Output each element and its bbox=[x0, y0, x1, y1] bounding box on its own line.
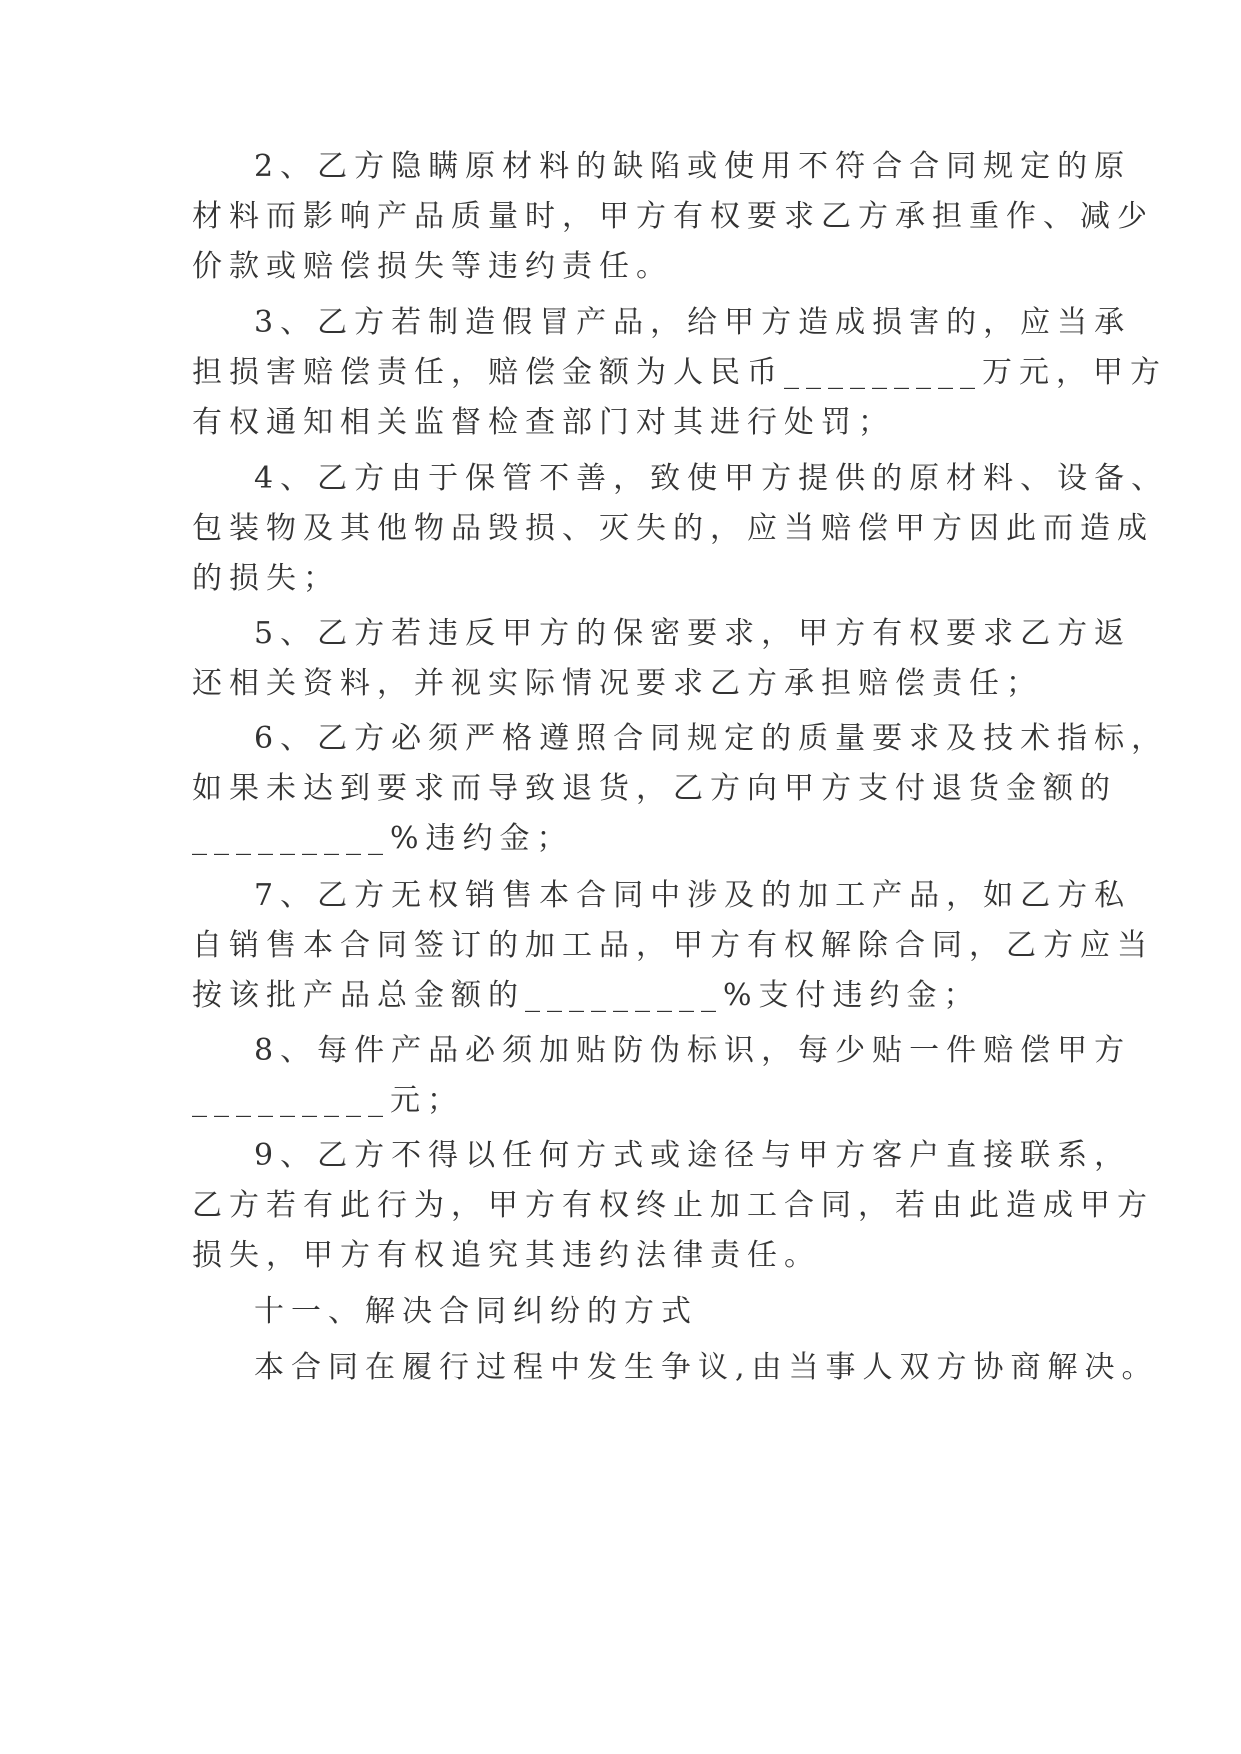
text-line: 损失，甲方有权追究其违约法律责任。 bbox=[192, 1238, 821, 1273]
text-line: 乙方若有此行为，甲方有权终止加工合同，若由此造成甲方 bbox=[192, 1188, 1154, 1223]
text-line: 自销售本合同签订的加工品，甲方有权解除合同，乙方应当 bbox=[192, 928, 1154, 963]
text-line: 的损失； bbox=[192, 561, 340, 596]
text-line: 本合同在履行过程中发生争议,由当事人双方协商解决。 bbox=[254, 1350, 1159, 1385]
text-line: 担损害赔偿责任，赔偿金额为人民币_________万元，甲方 bbox=[192, 355, 1167, 390]
text-line: 5、乙方若违反甲方的保密要求，甲方有权要求乙方返 bbox=[254, 616, 1132, 651]
text-line: 6、乙方必须严格遵照合同规定的质量要求及技术指标， bbox=[254, 721, 1169, 756]
text-line: 材料而影响产品质量时，甲方有权要求乙方承担重作、减少 bbox=[192, 199, 1154, 234]
text-line: 2、乙方隐瞒原材料的缺陷或使用不符合合同规定的原 bbox=[254, 149, 1132, 184]
text-line: 9、乙方不得以任何方式或途径与甲方客户直接联系， bbox=[254, 1138, 1132, 1173]
section-heading: 十一、解决合同纠纷的方式 bbox=[254, 1294, 698, 1329]
text-line: 7、乙方无权销售本合同中涉及的加工产品，如乙方私 bbox=[254, 878, 1132, 913]
text-line: 价款或赔偿损失等违约责任。 bbox=[192, 249, 673, 284]
text-line: 3、乙方若制造假冒产品，给甲方造成损害的，应当承 bbox=[254, 305, 1132, 340]
text-line: 4、乙方由于保管不善，致使甲方提供的原材料、设备、 bbox=[254, 461, 1169, 496]
text-line: _________%违约金； bbox=[192, 821, 574, 856]
text-line: _________元； bbox=[192, 1083, 464, 1118]
text-line: 有权通知相关监督检查部门对其进行处罚； bbox=[192, 405, 895, 440]
text-line: 包装物及其他物品毁损、灭失的，应当赔偿甲方因此而造成 bbox=[192, 511, 1154, 546]
text-line: 按该批产品总金额的_________%支付违约金； bbox=[192, 978, 981, 1013]
text-line: 如果未达到要求而导致退货，乙方向甲方支付退货金额的 bbox=[192, 771, 1117, 806]
text-line: 8、每件产品必须加贴防伪标识，每少贴一件赔偿甲方 bbox=[254, 1033, 1132, 1068]
text-line: 还相关资料，并视实际情况要求乙方承担赔偿责任； bbox=[192, 666, 1043, 701]
